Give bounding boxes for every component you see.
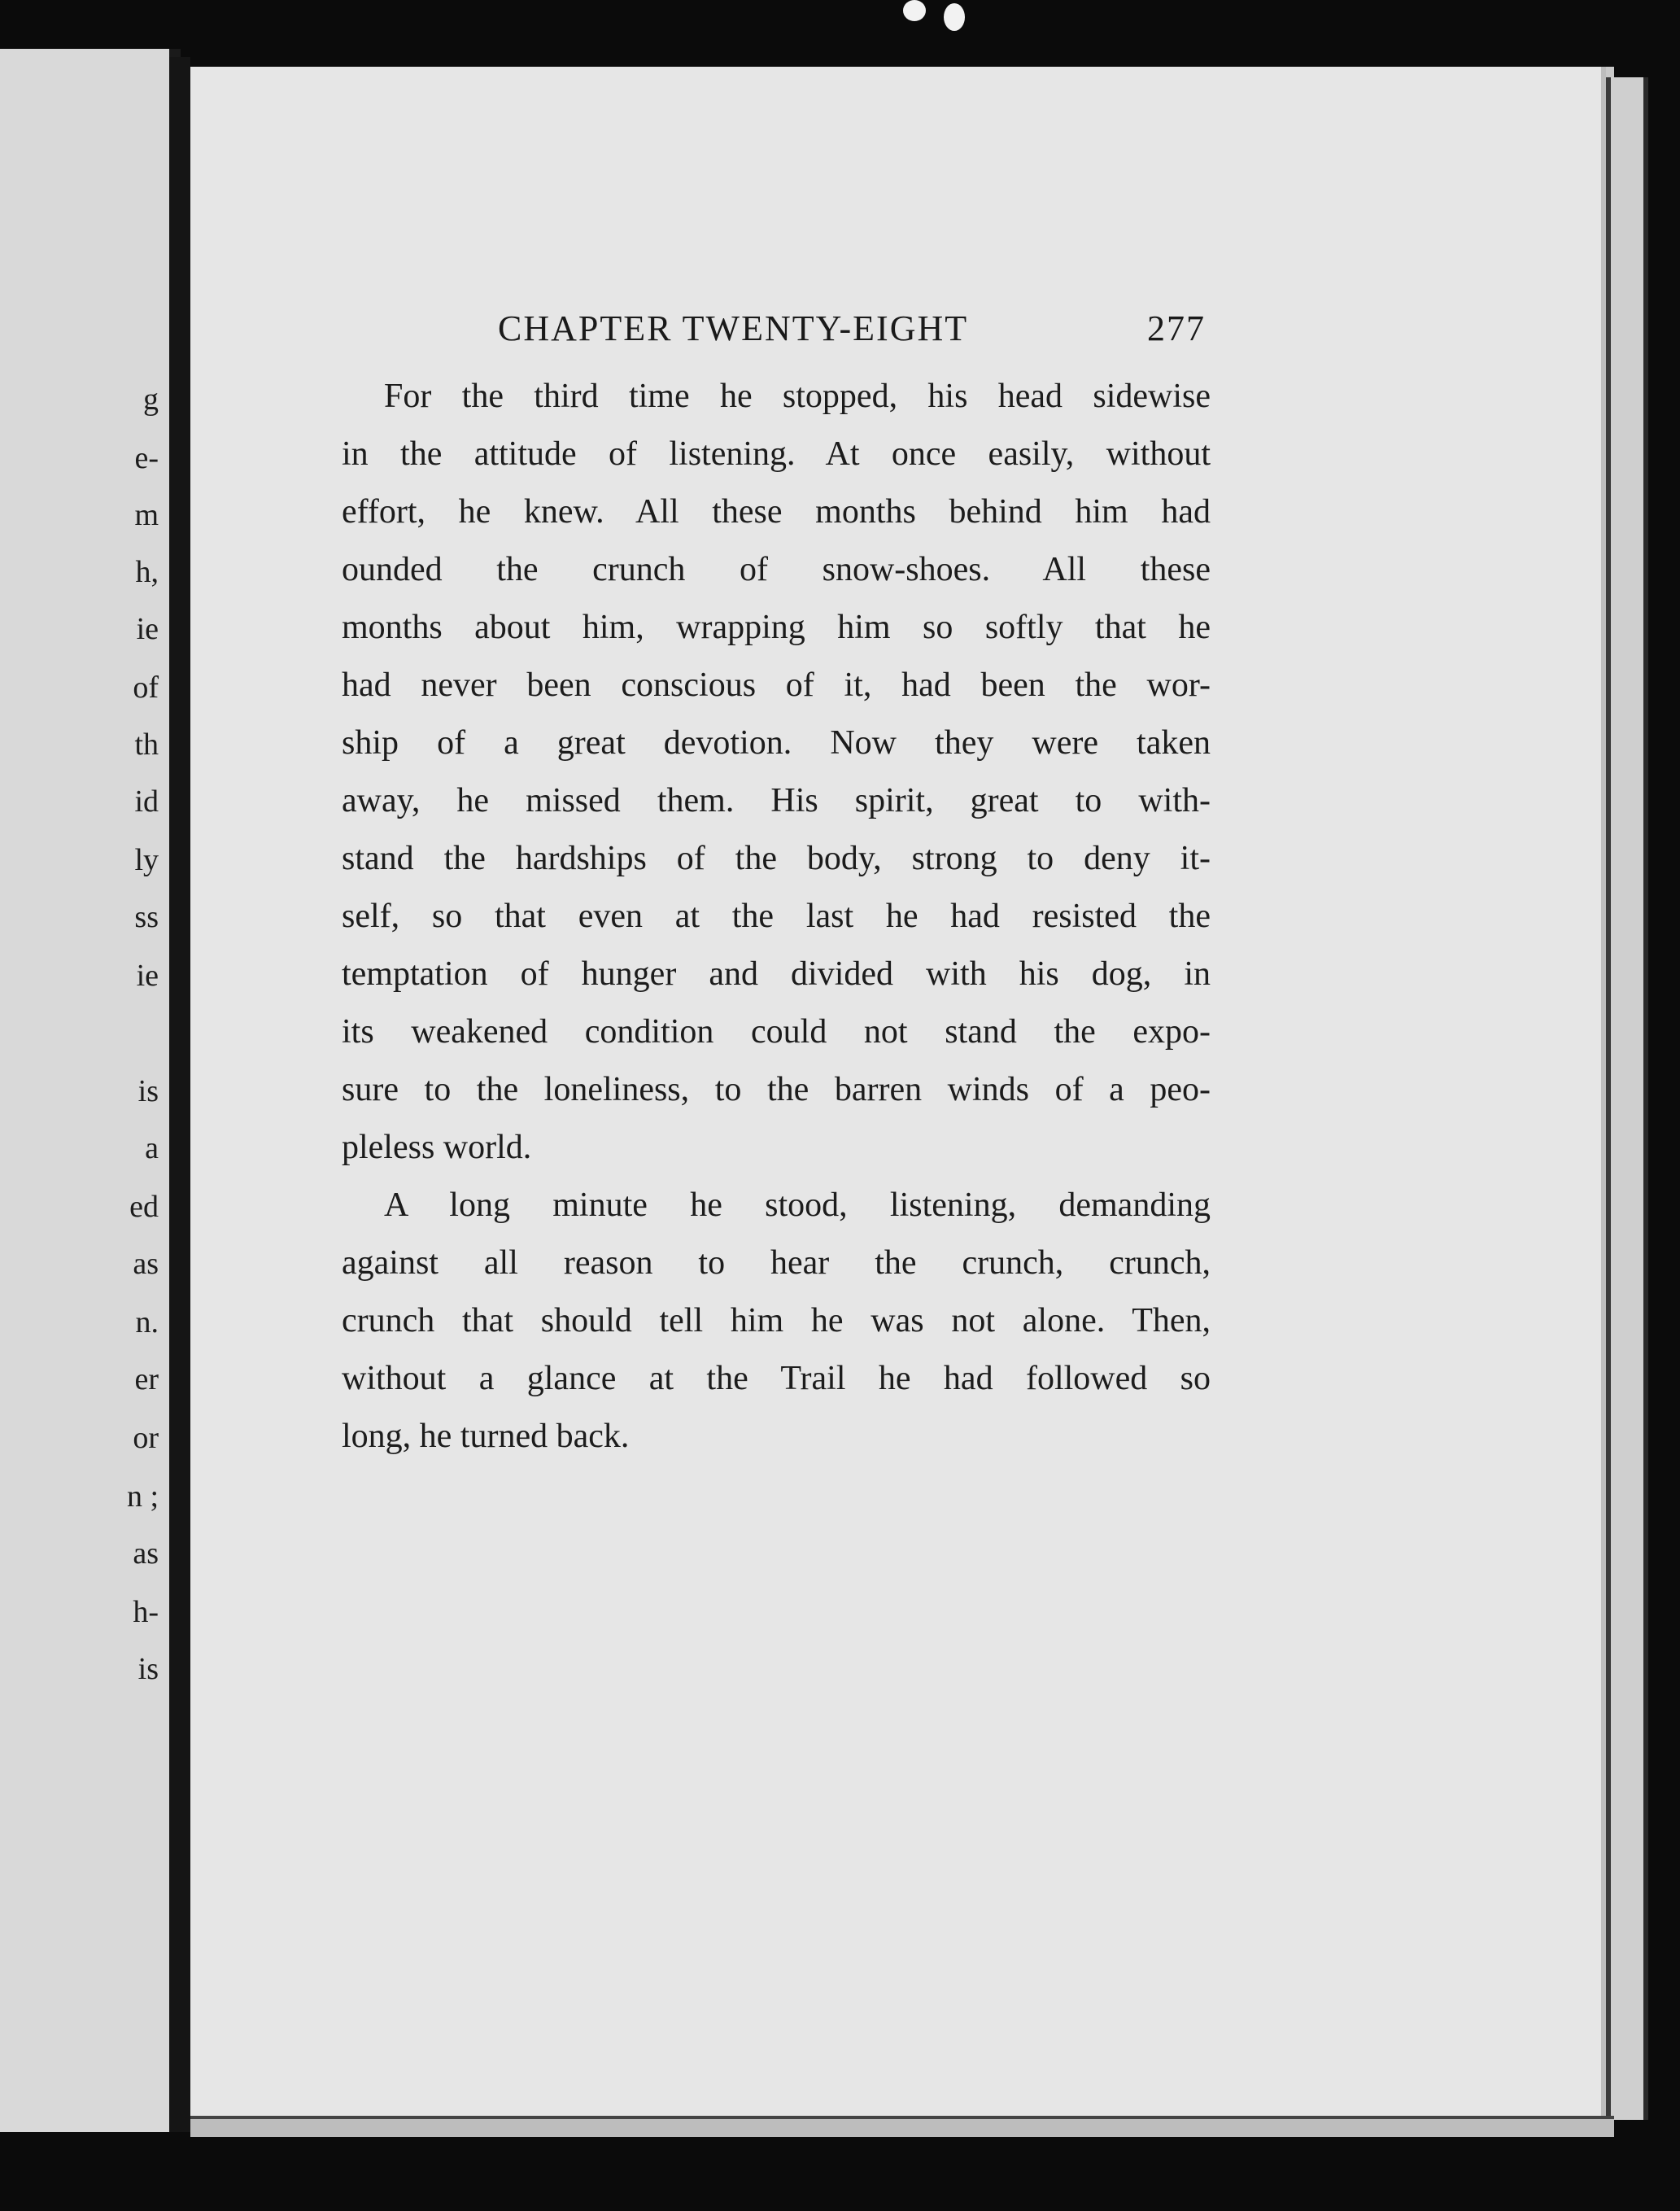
text-line: against all reason to hear the crunch, crunch, (342, 1244, 1211, 1282)
left-fragment: as (133, 1536, 159, 1571)
text-line: crunch that should tell him he was not alone. Then, (342, 1302, 1211, 1339)
left-fragment: as (133, 1247, 159, 1281)
left-fragment: id (134, 784, 159, 819)
previous-page-fragment (0, 49, 181, 2132)
left-fragment: ly (134, 843, 159, 877)
left-fragment: ie (136, 612, 159, 646)
running-header (498, 308, 1206, 353)
left-fragment: of (133, 671, 159, 705)
left-fragment: h, (135, 555, 159, 589)
text-line: effort, he knew. All these months behind him had (342, 493, 1211, 531)
text-line: pleless world. (342, 1129, 532, 1166)
left-fragment: n. (135, 1305, 159, 1339)
left-fragment: n ; (126, 1479, 159, 1514)
left-fragment: th (134, 728, 159, 762)
left-fragment: ed (129, 1190, 159, 1224)
page-number: 277 (1147, 308, 1206, 348)
film-speck (903, 0, 926, 21)
text-line: ounded the crunch of snow-shoes. All these (342, 551, 1211, 588)
chapter-title: CHAPTER TWENTY-EIGHT (498, 308, 969, 348)
text-line: temptation of hunger and divided with his dog, in (342, 955, 1211, 993)
text-line: away, he missed them. His spirit, great to with- (342, 782, 1211, 819)
page-bottom-edge (190, 2116, 1614, 2137)
left-fragment: is (137, 1074, 159, 1108)
text-line: For the third time he stopped, his head sidewise (384, 378, 1211, 415)
text-line: long, he turned back. (342, 1418, 630, 1455)
left-fragment: a (145, 1131, 159, 1165)
text-line: without a glance at the Trail he had followed so (342, 1360, 1211, 1397)
left-fragment: g (143, 382, 159, 417)
text-line: ship of a great devotion. Now they were taken (342, 724, 1211, 762)
text-line: had never been conscious of it, had been the wor- (342, 666, 1211, 704)
left-fragment: is (137, 1652, 159, 1686)
left-fragment: ie (136, 959, 159, 993)
left-fragment: ss (134, 900, 159, 934)
text-line: its weakened condition could not stand the expo- (342, 1013, 1211, 1051)
left-fragment: m (134, 498, 159, 532)
text-line: self, so that even at the last he had resisted the (342, 898, 1211, 935)
left-fragment: or (133, 1421, 159, 1455)
left-fragment: h- (133, 1595, 159, 1629)
film-speck (944, 3, 965, 31)
left-fragment: e- (134, 441, 159, 475)
text-line: stand the hardships of the body, strong to deny it- (342, 840, 1211, 877)
text-line: months about him, wrapping him so softly that he (342, 609, 1211, 646)
text-line: sure to the loneliness, to the barren winds of a peo- (342, 1071, 1211, 1108)
book-gutter (169, 57, 190, 2132)
page-edge (1606, 77, 1648, 2120)
text-line: in the attitude of listening. At once easily, without (342, 435, 1211, 473)
body-text (342, 368, 1211, 1466)
text-line: A long minute he stood, listening, demanding (384, 1186, 1211, 1224)
left-fragment: er (134, 1362, 159, 1396)
